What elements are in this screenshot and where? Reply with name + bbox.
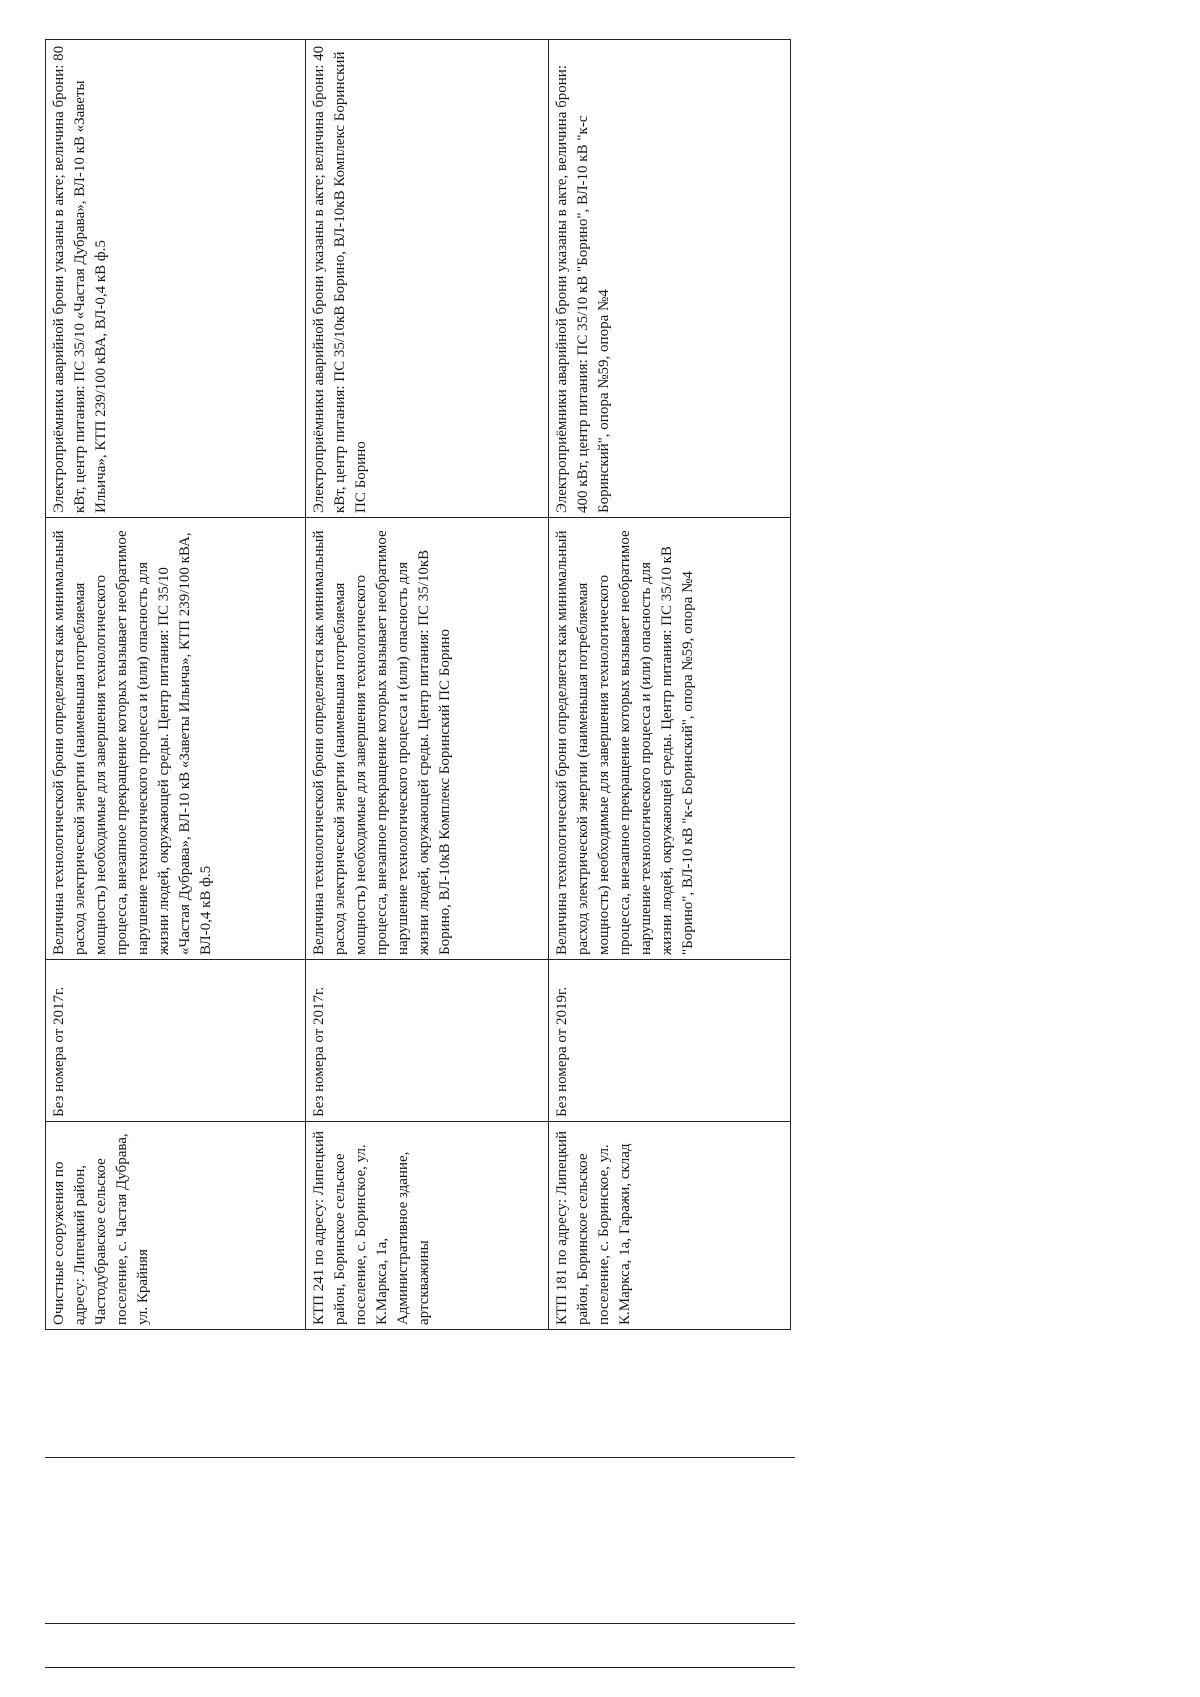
tech-reserve-cell: Величина технологической брони определяется как минимальный расход электрической энергии (наименьшая потребляемая мощность) необходимые для завершения технологического процесса, внезапное прекращение которых вызывает необратимое нарушение технологического процесса и (или) опасность для жизни людей, окружающей среды. Центр питания: ПС 35/10 кВ "Борино", ВЛ-10 кВ "к-с Боринский", опора №59, опора №4 <box>549 518 791 960</box>
table-row <box>46 40 306 1330</box>
act-cell: Без номера от 2017г. <box>306 960 549 1122</box>
table-row <box>306 40 549 1330</box>
tech-reserve-cell: Величина технологической брони определяется как минимальный расход электрической энергии (наименьшая потребляемая мощность) необходимые для завершения технологического процесса, внезапное прекращение которых вызывает необратимое нарушение технологического процесса и (или) опасность для жизни людей, окружающей среды. Центр питания: ПС 35/10кВ Борино, ВЛ-10кВ Комплекс Боринский ПС Борино <box>306 518 549 960</box>
act-cell: Без номера от 2017г. <box>46 960 306 1122</box>
table-row <box>549 40 791 1330</box>
object-cell: КТП 241 по адресу: Липецкий район, Боринское сельское поселение, с. Боринское, ул. К.Маркса, 1а, Административное здание, артскважины <box>306 1122 549 1330</box>
row-divider-line <box>45 1667 795 1668</box>
object-cell: Очистные сооружения по адресу: Липецкий район, Частодубравское сельское поселение, с. Частая Дубрава, ул. Крайняя <box>46 1122 306 1330</box>
row-divider-line <box>45 1457 795 1458</box>
emergency-reserve-cell: Электроприёмники аварийной брони указаны в акте; величина брони: 40 кВт, центр питания: ПС 35/10кВ Борино, ВЛ-10кВ Комплекс Боринский ПС Борино <box>306 40 549 518</box>
reservation-table <box>45 39 791 1330</box>
emergency-reserve-cell: Электроприёмники аварийной брони указаны в акте; величина брони: 80 кВт, центр питания: ПС 35/10 «Частая Дубрава», ВЛ-10 кВ «Заветы Ильича», КТП 239/100 кВА, ВЛ-0,4 кВ ф.5 <box>46 40 306 518</box>
act-cell: Без номера от 2019г. <box>549 960 791 1122</box>
emergency-reserve-cell: Электроприёмники аварийной брони указаны в акте, величина брони: 400 кВт, центр питания: ПС 35/10 кВ "Борино", ВЛ-10 кВ "к-с Боринский", опора №59, опора №4 <box>549 40 791 518</box>
tech-reserve-cell: Величина технологической брони определяется как минимальный расход электрической энергии (наименьшая потребляемая мощность) необходимые для завершения технологического процесса, внезапное прекращение которых вызывает необратимое нарушение технологического процесса и (или) опасность для жизни людей, окружающей среды. Центр питания: ПС 35/10 «Частая Дубрава», ВЛ-10 кВ «Заветы Ильича», КТП 239/100 кВА, ВЛ-0,4 кВ ф.5 <box>46 518 306 960</box>
object-cell: КТП 181 по адресу: Липецкий район, Боринское сельское поселение, с. Боринское, ул. К.Маркса, 1а, Гаражи, склад <box>549 1122 791 1330</box>
row-divider-line <box>45 1623 795 1624</box>
rotated-document-page <box>45 40 790 1330</box>
